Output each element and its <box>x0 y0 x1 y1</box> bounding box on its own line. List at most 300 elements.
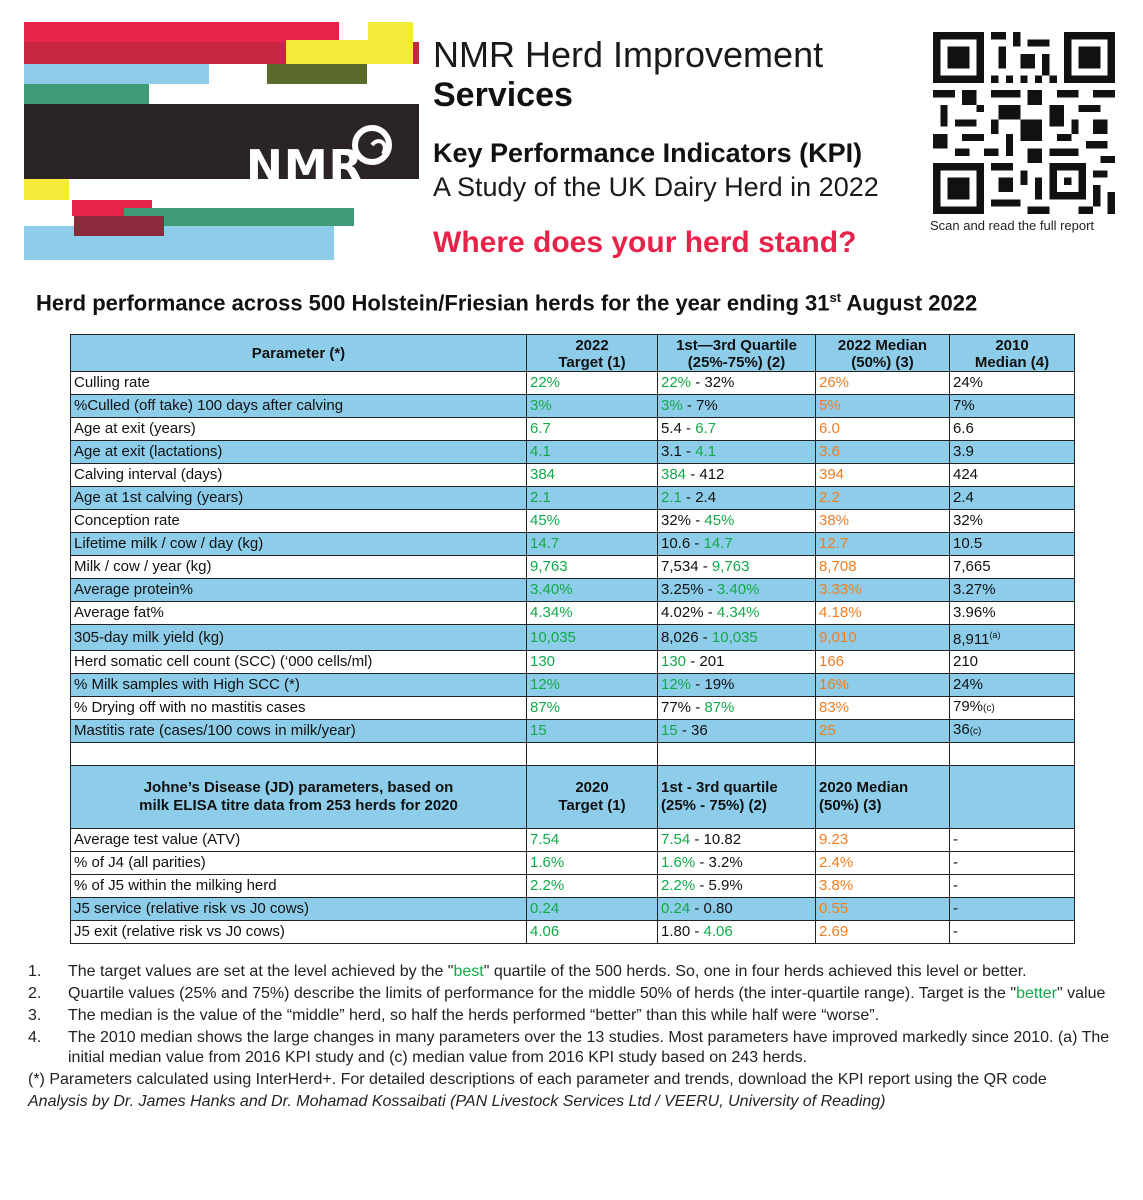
median-cell <box>816 829 950 852</box>
parameter-label: Lifetime milk / cow / day (kg) <box>74 535 264 552</box>
parameter-label: Age at 1st calving (years) <box>74 489 244 506</box>
header-median-line1: 2022 Median <box>837 337 928 354</box>
jd-table-row <box>71 921 1075 944</box>
parameter-label: Average protein% <box>74 581 193 598</box>
footnote-number: 1. <box>28 963 42 980</box>
target-cell <box>527 556 658 579</box>
quartile-low: 0.24 <box>661 900 691 917</box>
footnote-text: Quartile values (25% and 75%) describe the limits of performance for the middle 50% of herds (the inter-quartile range). Target is the " <box>68 985 1017 1002</box>
median-cell <box>816 510 950 533</box>
quartile-low: 77% <box>661 699 692 716</box>
jd-table-row <box>71 875 1075 898</box>
target-value: 12% <box>530 676 561 693</box>
footnote-better: better <box>1016 985 1057 1002</box>
footnote-best: best <box>453 963 484 980</box>
quartile-low: 3% <box>661 397 683 414</box>
quartile-cell: 22% - 32% <box>658 372 816 395</box>
median-cell <box>816 372 950 395</box>
table-row <box>71 418 1075 441</box>
median-value: 2.2 <box>819 489 840 506</box>
parameter-cell <box>71 441 527 464</box>
target-cell <box>527 372 658 395</box>
parameter-cell <box>71 852 527 875</box>
parameter-cell <box>71 579 527 602</box>
jd-rows <box>71 829 1075 944</box>
median-2010-cell <box>950 510 1075 533</box>
target-value: 10,035 <box>530 628 576 646</box>
target-cell <box>527 829 658 852</box>
median-2010-cell <box>950 556 1075 579</box>
quartile-low: 1.6% <box>661 854 696 871</box>
target-cell <box>527 625 658 651</box>
median-cell <box>816 441 950 464</box>
quartile-high: 87% <box>704 699 735 716</box>
header-median-line2: (50%) (3) <box>851 354 914 371</box>
table-row <box>71 651 1075 674</box>
header-median <box>816 335 950 372</box>
quartile-low: 5.4 <box>661 420 682 437</box>
footnote-text: " quartile of the 500 herds. So, one in four herds achieved this level or better. <box>483 963 1027 980</box>
quartile-low: 15 <box>661 722 678 739</box>
median-2010-value: - <box>953 900 958 917</box>
median-value: 2.4% <box>819 854 854 871</box>
median-2010-value: - <box>953 877 958 894</box>
parameter-label: % Milk samples with High SCC (*) <box>74 676 300 693</box>
parameter-label: Calving interval (days) <box>74 466 223 483</box>
quartile-low: 12% <box>661 676 692 693</box>
median-2010-value: - <box>953 854 958 871</box>
quartile-low: 2.2% <box>661 877 696 894</box>
median-2010-cell <box>950 674 1075 697</box>
footnote-number: 2. <box>28 985 42 1002</box>
median-2010-cell <box>950 533 1075 556</box>
median-value: 5% <box>819 397 841 414</box>
footnote-text: " value <box>1057 985 1106 1002</box>
median-cell <box>816 418 950 441</box>
study-title-sup: st <box>829 290 842 305</box>
quartile-high: 10.82 <box>703 831 742 848</box>
target-cell <box>527 720 658 743</box>
quartile-cell: 7.54 - 10.82 <box>658 829 816 852</box>
footnote-3 <box>28 1006 1118 1026</box>
parameter-cell <box>71 720 527 743</box>
median-2010-value: 7,665 <box>953 558 991 575</box>
parameter-label: % Drying off with no mastitis cases <box>74 699 306 716</box>
quartile-high: 412 <box>699 466 725 483</box>
median-value: 25 <box>819 722 836 739</box>
parameter-cell <box>71 556 527 579</box>
target-value: 7.54 <box>530 831 560 848</box>
quartile-low: 4.02% <box>661 604 704 621</box>
jd-header-target-line2: Target (1) <box>558 797 626 814</box>
table-header-row <box>71 335 1075 372</box>
footnote-1 <box>28 962 1118 982</box>
median-2010-cell <box>950 651 1075 674</box>
median-2010-value: 3.9 <box>953 443 974 460</box>
logo-wordmark: NMR <box>246 141 364 192</box>
parameter-cell <box>71 464 527 487</box>
median-2010-cell <box>950 602 1075 625</box>
median-2010-value: 24% <box>953 374 984 391</box>
parameter-label: 305-day milk yield (kg) <box>74 628 225 646</box>
parameter-cell <box>71 418 527 441</box>
median-cell <box>816 875 950 898</box>
target-cell <box>527 464 658 487</box>
kpi-subtitle: A Study of the UK Dairy Herd in 2022 <box>433 172 879 202</box>
table-row <box>71 602 1075 625</box>
median-cell <box>816 625 950 651</box>
quartile-low: 10.6 <box>661 535 691 552</box>
jd-header-median-line2: (50%) (3) <box>819 797 882 814</box>
target-value: 6.7 <box>530 420 551 437</box>
target-value: 45% <box>530 512 561 529</box>
median-2010-value: 24% <box>953 676 984 693</box>
parameter-label: J5 service (relative risk vs J0 cows) <box>74 900 310 917</box>
parameter-cell <box>71 395 527 418</box>
quartile-cell: 130 - 201 <box>658 651 816 674</box>
target-value: 130 <box>530 653 556 670</box>
target-cell <box>527 487 658 510</box>
quartile-high: 14.7 <box>703 535 733 552</box>
table-row <box>71 579 1075 602</box>
target-cell <box>527 875 658 898</box>
jd-table-row <box>71 852 1075 875</box>
parameter-cell <box>71 875 527 898</box>
parameter-label: Culling rate <box>74 374 150 391</box>
jd-table-row <box>71 829 1075 852</box>
footnote-4 <box>28 1028 1118 1068</box>
median-2010-cell <box>950 625 1075 651</box>
median-value: 394 <box>819 466 845 483</box>
header-quartile <box>658 335 816 372</box>
median-value: 4.18% <box>819 604 862 621</box>
table-row <box>71 510 1075 533</box>
median-2010-cell <box>950 395 1075 418</box>
parameter-cell <box>71 829 527 852</box>
quartile-low: 32% <box>661 512 692 529</box>
median-value: 9,010 <box>819 628 857 646</box>
jd-header-param-line2: milk ELISA titre data from 253 herds for 2020 <box>139 797 458 814</box>
median-value: 3.33% <box>819 581 862 598</box>
target-cell <box>527 852 658 875</box>
quartile-high: 4.34% <box>716 604 760 621</box>
median-2010-value: 79% <box>953 698 984 715</box>
quartile-cell: 3% - 7% <box>658 395 816 418</box>
parameter-cell <box>71 487 527 510</box>
parameter-label: Mastitis rate (cases/100 cows in milk/year) <box>74 722 356 739</box>
target-cell <box>527 921 658 944</box>
quartile-cell: 2.2% - 5.9% <box>658 875 816 898</box>
target-value: 4.34% <box>530 604 573 621</box>
median-2010-cell <box>950 487 1075 510</box>
table-row <box>71 441 1075 464</box>
jd-header-empty <box>950 766 1075 829</box>
median-2010-value: 3.96% <box>953 604 996 621</box>
target-value: 22% <box>530 374 561 391</box>
quartile-cell: 8,026 - 10,035 <box>658 625 816 651</box>
spacer-rows <box>71 743 1075 829</box>
median-value: 8,708 <box>819 558 857 575</box>
jd-header-row <box>71 766 1075 829</box>
quartile-high: 2.4 <box>695 489 717 506</box>
jd-header-param-line1: Johne’s Disease (JD) parameters, based on <box>143 779 454 796</box>
median-cell <box>816 579 950 602</box>
median-cell <box>816 674 950 697</box>
parameter-label: Conception rate <box>74 512 180 529</box>
brand-name-line2: Services <box>433 76 573 114</box>
parameter-label: Age at exit (years) <box>74 420 196 437</box>
quartile-high: 19% <box>704 676 735 693</box>
parameter-label: %Culled (off take) 100 days after calving <box>74 397 344 414</box>
median-value: 16% <box>819 676 850 693</box>
target-value: 3% <box>530 397 552 414</box>
median-2010-value: - <box>953 923 958 940</box>
target-cell <box>527 898 658 921</box>
jd-header-median-line1: 2020 Median <box>819 779 909 796</box>
spacer-cell <box>816 743 950 766</box>
header-quartile-line1: 1st—3rd Quartile <box>676 337 797 354</box>
parameter-label: Milk / cow / year (kg) <box>74 558 212 575</box>
spacer-cell <box>527 743 658 766</box>
quartile-high: 201 <box>699 653 725 670</box>
median-2010-cell <box>950 921 1075 944</box>
study-title-text: Herd performance across 500 Holstein/Friesian herds for the year ending 31 <box>36 290 830 316</box>
median-cell <box>816 852 950 875</box>
target-cell <box>527 441 658 464</box>
header-2010-line2: Median (4) <box>974 354 1050 371</box>
median-cell <box>816 651 950 674</box>
parameter-label: Average fat% <box>74 604 164 621</box>
parameter-cell <box>71 898 527 921</box>
jd-header-target <box>527 766 658 829</box>
header-2010-line1: 2010 <box>995 337 1029 354</box>
footnote-text: The target values are set at the level achieved by the " <box>68 963 454 980</box>
table-row <box>71 533 1075 556</box>
table-row <box>71 395 1075 418</box>
header-2010-median <box>950 335 1075 372</box>
table-row <box>71 720 1075 743</box>
median-value: 9.23 <box>819 831 849 848</box>
quartile-high: 9,763 <box>711 558 750 575</box>
quartile-cell: 5.4 - 6.7 <box>658 418 816 441</box>
median-2010-note: (c) <box>983 703 995 714</box>
table-row <box>71 556 1075 579</box>
median-value: 26% <box>819 374 850 391</box>
median-2010-cell <box>950 579 1075 602</box>
parameter-label: Herd somatic cell count (SCC) (‘000 cells/ml) <box>74 653 373 670</box>
quartile-cell: 0.24 - 0.80 <box>658 898 816 921</box>
median-cell <box>816 556 950 579</box>
footnote-text: The median is the value of the “middle” herd, so half the herds performed “better” than this while half were “worse”. <box>68 1007 880 1024</box>
target-cell <box>527 674 658 697</box>
quartile-high: 36 <box>691 722 708 739</box>
qr-code-icon[interactable] <box>932 32 1116 214</box>
target-value: 4.06 <box>530 923 560 940</box>
target-value: 87% <box>530 699 561 716</box>
quartile-cell: 12% - 19% <box>658 674 816 697</box>
median-value: 3.8% <box>819 877 854 894</box>
quartile-high: 10,035 <box>711 628 758 646</box>
tagline: Where does your herd stand? <box>433 226 857 259</box>
parameter-cell <box>71 510 527 533</box>
kpi-title: Key Performance Indicators (KPI) <box>433 138 863 168</box>
footnote-number: 3. <box>28 1007 42 1024</box>
header-quartile-line2: (25%-75%) (2) <box>687 354 786 371</box>
median-cell <box>816 898 950 921</box>
quartile-high: 45% <box>704 512 735 529</box>
quartile-high: 7% <box>696 397 718 414</box>
median-2010-cell <box>950 829 1075 852</box>
jd-table-row <box>71 898 1075 921</box>
target-value: 2.2% <box>530 877 565 894</box>
quartile-cell: 15 - 36 <box>658 720 816 743</box>
quartile-cell: 384 - 412 <box>658 464 816 487</box>
parameter-label: Average test value (ATV) <box>74 831 241 848</box>
quartile-cell: 2.1 - 2.4 <box>658 487 816 510</box>
median-cell <box>816 921 950 944</box>
quartile-low: 2.1 <box>661 489 682 506</box>
median-2010-value: 10.5 <box>953 535 983 552</box>
kpi-rows <box>71 372 1075 743</box>
median-2010-cell <box>950 898 1075 921</box>
quartile-low: 22% <box>661 374 692 391</box>
header-parameter: Parameter (*) <box>71 335 527 372</box>
table-row <box>71 674 1075 697</box>
footnote-2 <box>28 984 1118 1004</box>
median-cell <box>816 602 950 625</box>
footnote-star: (*) Parameters calculated using InterHerd+. For detailed descriptions of each parameter and trends, download the KPI report using the QR code <box>28 1071 1047 1088</box>
median-2010-value: - <box>953 831 958 848</box>
logo-swirl-icon <box>349 122 395 168</box>
median-value: 38% <box>819 512 850 529</box>
quartile-low: 8,026 <box>661 628 699 646</box>
target-cell <box>527 395 658 418</box>
target-value: 1.6% <box>530 854 565 871</box>
table-row <box>71 487 1075 510</box>
quartile-low: 3.1 <box>661 443 682 460</box>
jd-header-median <box>816 766 950 829</box>
table-row <box>71 372 1075 395</box>
target-value: 2.1 <box>530 489 551 506</box>
jd-header-quartile-line1: 1st - 3rd quartile <box>661 779 778 796</box>
median-2010-cell <box>950 697 1075 720</box>
median-value: 3.6 <box>819 443 840 460</box>
median-2010-value: 3.27% <box>953 581 996 598</box>
quartile-low: 1.80 <box>661 923 691 940</box>
quartile-high: 32% <box>704 374 735 391</box>
analysis-credit: Analysis by Dr. James Hanks and Dr. Mohamad Kossaibati (PAN Livestock Services Ltd / VEERU, University of Reading) <box>28 1093 886 1110</box>
median-cell <box>816 395 950 418</box>
median-cell <box>816 533 950 556</box>
quartile-high: 3.2% <box>708 854 743 871</box>
spacer-cell <box>950 743 1075 766</box>
target-cell <box>527 602 658 625</box>
median-2010-cell <box>950 441 1075 464</box>
jd-header-quartile-line2: (25% - 75%) (2) <box>661 797 767 814</box>
quartile-cell: 4.02% - 4.34% <box>658 602 816 625</box>
nmr-logo <box>24 22 419 260</box>
quartile-high: 6.7 <box>695 420 717 437</box>
header-target-line2: Target (1) <box>558 354 626 371</box>
quartile-high: 4.06 <box>703 923 733 940</box>
median-value: 83% <box>819 699 850 716</box>
target-cell <box>527 697 658 720</box>
median-value: 12.7 <box>819 535 849 552</box>
median-2010-value: 7% <box>953 397 975 414</box>
quartile-high: 0.80 <box>703 900 733 917</box>
quartile-cell: 77% - 87% <box>658 697 816 720</box>
median-2010-note: (a) <box>989 630 1001 640</box>
quartile-cell: 32% - 45% <box>658 510 816 533</box>
quartile-cell: 3.25% - 3.40% <box>658 579 816 602</box>
parameter-cell <box>71 625 527 651</box>
quartile-high: 5.9% <box>708 877 743 894</box>
median-2010-value: 8,911 <box>953 631 990 648</box>
parameter-cell <box>71 921 527 944</box>
median-cell <box>816 487 950 510</box>
jd-header-target-line1: 2020 <box>575 779 609 796</box>
median-2010-value: 424 <box>953 466 979 483</box>
parameter-cell <box>71 674 527 697</box>
parameter-label: J5 exit (relative risk vs J0 cows) <box>74 923 285 940</box>
target-cell <box>527 579 658 602</box>
header-target-line1: 2022 <box>575 337 609 354</box>
median-cell <box>816 720 950 743</box>
target-value: 3.40% <box>530 581 573 598</box>
median-2010-value: 36 <box>953 721 970 738</box>
table-row <box>71 464 1075 487</box>
table-row <box>71 697 1075 720</box>
median-2010-cell <box>950 464 1075 487</box>
median-2010-cell <box>950 418 1075 441</box>
kpi-table <box>70 334 1075 944</box>
quartile-high: 4.1 <box>695 443 717 460</box>
parameter-cell <box>71 651 527 674</box>
median-2010-value: 2.4 <box>953 489 974 506</box>
header-target <box>527 335 658 372</box>
parameter-label: % of J5 within the milking herd <box>74 877 277 894</box>
median-value: 0.55 <box>819 900 849 917</box>
parameter-label: Age at exit (lactations) <box>74 443 223 460</box>
median-2010-value: 210 <box>953 653 979 670</box>
qr-caption: Scan and read the full report <box>930 218 1095 233</box>
brand-name-line1: NMR Herd Improvement <box>433 34 824 75</box>
median-2010-value: 32% <box>953 512 984 529</box>
jd-header-parameter <box>71 766 527 829</box>
median-2010-cell <box>950 720 1075 743</box>
median-cell <box>816 697 950 720</box>
quartile-high: 3.40% <box>716 581 760 598</box>
quartile-low: 7,534 <box>661 558 699 575</box>
target-value: 4.1 <box>530 443 551 460</box>
spacer-cell <box>658 743 816 766</box>
quartile-cell: 10.6 - 14.7 <box>658 533 816 556</box>
target-cell <box>527 510 658 533</box>
target-value: 384 <box>530 466 556 483</box>
median-2010-note: (c) <box>969 726 982 737</box>
jd-header-quartile <box>658 766 816 829</box>
parameter-cell <box>71 697 527 720</box>
target-value: 9,763 <box>530 558 568 575</box>
target-value: 15 <box>530 722 547 739</box>
median-2010-cell <box>950 372 1075 395</box>
median-2010-value: 6.6 <box>953 420 974 437</box>
parameter-cell <box>71 372 527 395</box>
target-value: 0.24 <box>530 900 560 917</box>
median-2010-cell <box>950 875 1075 898</box>
target-cell <box>527 533 658 556</box>
quartile-cell: 1.6% - 3.2% <box>658 852 816 875</box>
